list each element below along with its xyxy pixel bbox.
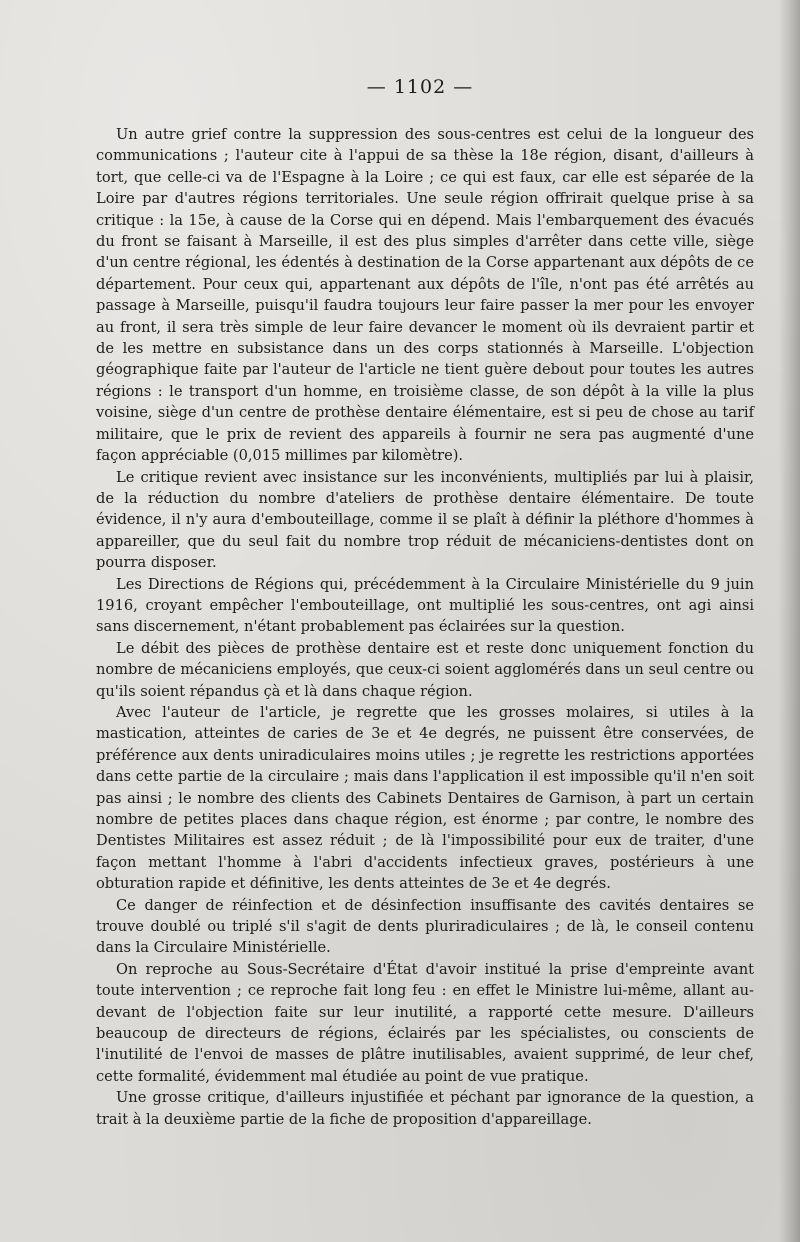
paragraph: Ce danger de réinfection et de désinfection insuffisante des cavités dentaires se trouve doublé ou triplé s'il s'agit de dents pluriradiculaires ; de là, le conseil contenu dans la Circulaire Ministérielle.: [96, 896, 754, 957]
paragraph: Avec l'auteur de l'article, je regrette que les grosses molaires, si utiles à la mastication, atteintes de caries de 3e et 4e degrés, ne puissent être conservées, de préférence aux dents uniradiculaires moins utiles ; je regrette les restrictions apportées dans cette partie de la circulaire ; mais dans l'application il est impossible qu'il n'en soit pas ainsi ; le nombre des clients des Cabinets Dentaires de Garnison, à part un certain nombre de petites places dans chaque région, est énorme ; par contre, le nombre des Dentistes Militaires est assez réduit ; de là l'impossibilité pour eux de traiter, d'une façon mettant l'homme à l'abri d'accidents infectieux graves, postérieurs à une obturation rapide et définitive, les dents atteintes de 3e et 4e degrés.: [96, 703, 754, 893]
paragraph: Le débit des pièces de prothèse dentaire est et reste donc uniquement fonction du nombre de mécaniciens employés, que ceux-ci soient agglomérés dans un seul centre ou qu'ils soient répandus çà et là dans chaque région.: [96, 639, 754, 700]
paragraph: On reproche au Sous-Secrétaire d'État d'avoir institué la prise d'empreinte avant toute intervention ; ce reproche fait long feu : en effet le Ministre lui-même, allant au-devant de l'objection faite sur leur inutilité, a rapporté cette mesure. D'ailleurs beaucoup de directeurs de régions, éclairés par les spécialistes, ou conscients de l'inutilité de l'envoi de masses de plâtre inutilisables, avaient supprimé, de leur chef, cette formalité, évidemment mal étudiée au point de vue pratique.: [96, 960, 754, 1085]
paragraph: Un autre grief contre la suppression des sous-centres est celui de la longueur des communications ; l'auteur cite à l'appui de sa thèse la 18e région, disant, d'ailleurs à tort, que celle-ci va de l'Espagne à la Loire ; ce qui est faux, car elle est séparée de la Loire par d'autres régions territoriales. Une seule région offrirait quelque prise à sa critique : la 15e, à cause de la Corse qui en dépend. Mais l'embarquement des évacués du front se faisant à Marseille, il est des plus simples d'arrêter dans cette ville, siège d'un centre régional, les édentés à destination de la Corse appartenant aux dépôts de ce département. Pour ceux qui, appartenant aux dépôts de l'île, n'ont pas été arrêtés au passage à Marseille, puisqu'il faudra toujours leur faire passer la mer pour les envoyer au front, il sera très simple de leur faire devancer le moment où ils devraient partir et de les mettre en subsistance dans un des corps stationnés à Marseille. L'objection géographique faite par l'auteur de l'article ne tient guère debout pour toutes les autres régions : le transport d'un homme, en troisième classe, de son dépôt à la ville la plus voisine, siège d'un centre de prothèse dentaire élémentaire, est si peu de chose au tarif militaire, que le prix de revient des appareils à fournir ne sera pas augmenté d'une façon appréciable (0,015 millimes par kilomètre).: [96, 126, 754, 465]
page-number: — 1102 —: [366, 76, 474, 98]
body-text: [96, 124, 754, 1130]
paragraph: Le critique revient avec insistance sur les inconvénients, multipliés par lui à plaisir, de la réduction du nombre d'ateliers de prothèse dentaire élémentaire. De toute évidence, il n'y aura d'embouteillage, comme il se plaît à définir la pléthore d'hommes à appareiller, que du seul fait du nombre trop réduit de mécaniciens-dentistes dont on pourra disposer.: [96, 468, 754, 572]
paragraph: Une grosse critique, d'ailleurs injustifiée et péchant par ignorance de la question, a trait à la deuxième partie de la fiche de proposition d'appareillage.: [96, 1089, 754, 1128]
paragraph: Les Directions de Régions qui, précédemment à la Circulaire Ministérielle du 9 juin 1916, croyant empêcher l'embouteillage, ont multiplié les sous-centres, ont agi ainsi sans discernement, n'étant probablement pas éclairées sur la question.: [96, 575, 754, 636]
page-edge-shadow: [778, 0, 800, 1242]
